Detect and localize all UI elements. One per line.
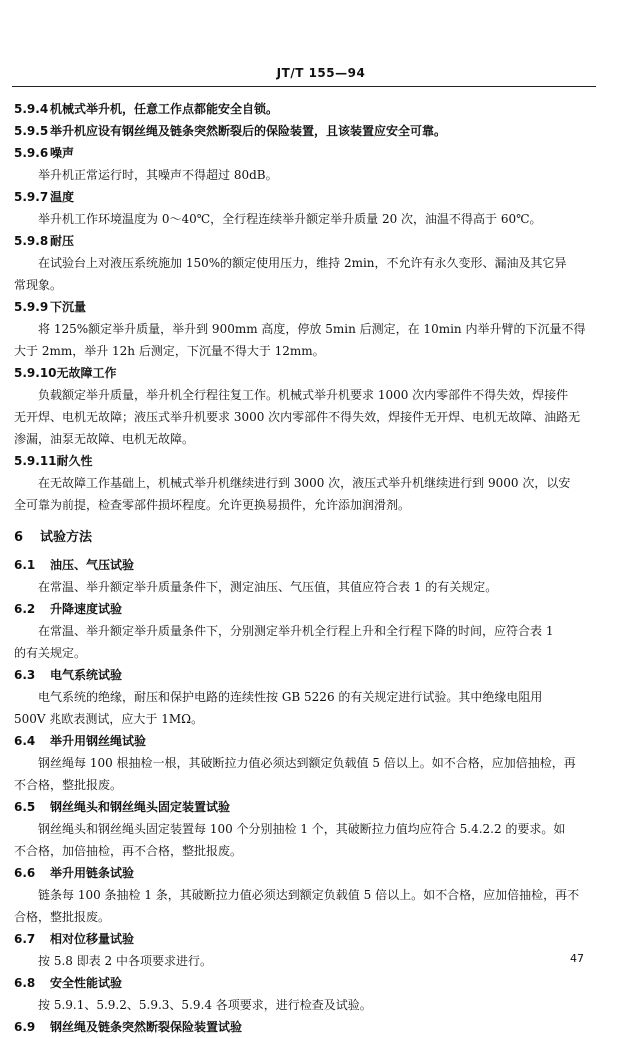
clause-heading xyxy=(14,450,602,472)
clause-text: 无开焊、电机无故障；液压式举升机要求 3000 次内零部件不得失效，焊接件无开焊、电机无故障、油路无 xyxy=(14,410,581,424)
paragraph-continuation xyxy=(14,428,602,450)
clause-heading xyxy=(14,142,602,164)
clause-text: 钢丝绳头和钢丝绳头固定装置每 100 个分别抽检 1 个，其破断拉力值均应符合 5.4.2.2 的要求。如 xyxy=(38,822,566,836)
clause-text: 大于 2mm，举升 12h 后测定，下沉量不得大于 12mm。 xyxy=(14,344,325,358)
paragraph-line xyxy=(14,318,602,340)
clause-text: 举升用链条试验 xyxy=(50,866,135,880)
clause-number: 5.9.4 xyxy=(14,102,49,116)
paragraph-continuation xyxy=(14,774,602,796)
paragraph-continuation xyxy=(14,340,602,362)
clause-number: 6.6 xyxy=(14,866,36,880)
clause-text: 在无故障工作基础上，机械式举升机继续进行到 3000 次，液压式举升机继续进行到 9000 次，以安 xyxy=(38,476,571,490)
clause-text: 无故障工作 xyxy=(56,366,117,380)
clause-number: 5.9.5 xyxy=(14,124,49,138)
paragraph-line xyxy=(14,576,602,598)
clause-text: 在试验台上对液压系统施加 150%的额定使用压力，维持 2min，不允许有永久变形、漏油及其它异 xyxy=(38,256,567,270)
clause-text: 钢丝绳头和钢丝绳头固定装置试验 xyxy=(50,800,231,814)
clause-heading xyxy=(14,862,602,884)
clause-number: 6 xyxy=(14,530,24,545)
clause-number: 5.9.11 xyxy=(14,454,57,468)
clause-text: 链条每 100 条抽检 1 条，其破断拉力值必须达到额定负载值 5 倍以上。如不合格，应加倍抽检，再不 xyxy=(38,888,580,902)
clause-text: 合格，整批报废。 xyxy=(14,910,111,924)
clause-text: 钢丝绳及链条突然断裂保险装置试验 xyxy=(50,1020,243,1034)
clause-number: 6.2 xyxy=(14,602,36,616)
clause-number: 6.4 xyxy=(14,734,36,748)
clause-number: 5.9.7 xyxy=(14,190,49,204)
clause-number: 6.9 xyxy=(14,1020,36,1034)
clause-text: 下沉量 xyxy=(50,300,87,314)
clause-number: 5.9.9 xyxy=(14,300,49,314)
clause-text: 不合格，加倍抽检，再不合格，整批报废。 xyxy=(14,844,243,858)
clause-number: 5.9.10 xyxy=(14,366,57,380)
clause-text: 安全性能试验 xyxy=(50,976,123,990)
clause-heading xyxy=(14,796,602,818)
paragraph-line xyxy=(14,252,602,274)
section-heading xyxy=(14,526,602,550)
clause-text: 升降速度试验 xyxy=(50,602,123,616)
clause-text: 的有关规定。 xyxy=(14,646,87,660)
clause-text: 温度 xyxy=(50,190,75,204)
clause-text: 电气系统的绝缘，耐压和保护电路的连续性按 GB 5226 的有关规定进行试验。其中绝缘电阻用 xyxy=(38,690,543,704)
clause-text: 在常温、举升额定举升质量条件下，测定油压、气压值，其值应符合表 1 的有关规定。 xyxy=(38,580,498,594)
clause-heading xyxy=(14,554,602,576)
paragraph-line xyxy=(14,950,602,972)
page-number: 47 xyxy=(570,952,584,965)
paragraph-continuation xyxy=(14,708,602,730)
paragraph-continuation xyxy=(14,642,602,664)
clause-text: 500V 兆欧表测试，应大于 1MΩ。 xyxy=(14,712,204,726)
clause-text: 全可靠为前提，检查零部件损坏程度。允许更换易损件，允许添加润滑剂。 xyxy=(14,498,411,512)
clause-heading xyxy=(14,186,602,208)
clause-text: 举升机应设有钢丝绳及链条突然断裂后的保险装置，且该装置应安全可靠。 xyxy=(50,124,447,138)
clause-number: 5.9.8 xyxy=(14,234,49,248)
clause-text: 试验方法 xyxy=(40,530,93,545)
paragraph-line xyxy=(14,884,602,906)
paragraph-continuation xyxy=(14,406,602,428)
clause-text: 按 5.8 即表 2 中各项要求进行。 xyxy=(38,954,212,968)
clause-number: 6.3 xyxy=(14,668,36,682)
clause-text: 油压、气压试验 xyxy=(50,558,135,572)
paragraph-line xyxy=(14,686,602,708)
paragraph-continuation xyxy=(14,494,602,516)
clause-text: 举升机正常运行时，其噪声不得超过 80dB。 xyxy=(38,168,278,182)
clause-text: 相对位移量试验 xyxy=(50,932,135,946)
paragraph-continuation xyxy=(14,274,602,296)
clause-text: 噪声 xyxy=(50,146,75,160)
clause-text: 机械式举升机，任意工作点都能安全自锁。 xyxy=(50,102,279,116)
clause-heading xyxy=(14,972,602,994)
paragraph-line xyxy=(14,752,602,774)
clause-text: 在常温、举升额定举升质量条件下，分别测定举升机全行程上升和全行程下降的时间，应符合表 1 xyxy=(38,624,554,638)
clause-number: 6.7 xyxy=(14,932,36,946)
paragraph-line xyxy=(14,472,602,494)
clause-heading xyxy=(14,120,602,142)
clause-text: 电气系统试验 xyxy=(50,668,123,682)
clause-heading xyxy=(14,664,602,686)
clause-heading xyxy=(14,1016,602,1038)
paragraph-line xyxy=(14,164,602,186)
clause-number: 5.9.6 xyxy=(14,146,49,160)
clause-text: 渗漏，油泵无故障、电机无故障。 xyxy=(14,432,195,446)
paragraph-line xyxy=(14,994,602,1016)
clause-heading xyxy=(14,598,602,620)
clause-number: 6.8 xyxy=(14,976,36,990)
clause-heading xyxy=(14,928,602,950)
paragraph-line xyxy=(14,620,602,642)
paragraph-line xyxy=(14,384,602,406)
clause-number: 6.1 xyxy=(14,558,36,572)
paragraph-line xyxy=(14,208,602,230)
clause-heading xyxy=(14,296,602,318)
clause-heading xyxy=(14,730,602,752)
clause-text: 举升机工作环境温度为 0～40℃，全行程连续举升额定举升质量 20 次，油温不得高于 60℃。 xyxy=(38,212,542,226)
clause-text: 负载额定举升质量，举升机全行程往复工作。机械式举升机要求 1000 次内零部件不得失效，焊接件 xyxy=(38,388,569,402)
document-code-header: JT/T 155—94 xyxy=(276,66,366,80)
clause-heading xyxy=(14,362,602,384)
paragraph-line xyxy=(14,818,602,840)
clause-text: 将 125%额定举升质量，举升到 900mm 高度，停放 5min 后测定，在 10min 内举升臂的下沉量不得 xyxy=(38,322,586,336)
clause-text: 耐压 xyxy=(50,234,75,248)
clause-heading xyxy=(14,230,602,252)
clause-text: 举升用钢丝绳试验 xyxy=(50,734,147,748)
header-rule xyxy=(12,86,596,87)
clause-heading xyxy=(14,98,602,120)
clause-text: 不合格，整批报废。 xyxy=(14,778,123,792)
document-body xyxy=(14,98,602,1038)
paragraph-continuation xyxy=(14,906,602,928)
clause-text: 常现象。 xyxy=(14,278,63,292)
clause-text: 耐久性 xyxy=(56,454,93,468)
paragraph-continuation xyxy=(14,840,602,862)
clause-text: 按 5.9.1、5.9.2、5.9.3、5.9.4 各项要求，进行检查及试验。 xyxy=(38,998,372,1012)
clause-text: 钢丝绳每 100 根抽检一根，其破断拉力值必须达到额定负载值 5 倍以上。如不合格，应加倍抽检，再 xyxy=(38,756,576,770)
clause-number: 6.5 xyxy=(14,800,36,814)
